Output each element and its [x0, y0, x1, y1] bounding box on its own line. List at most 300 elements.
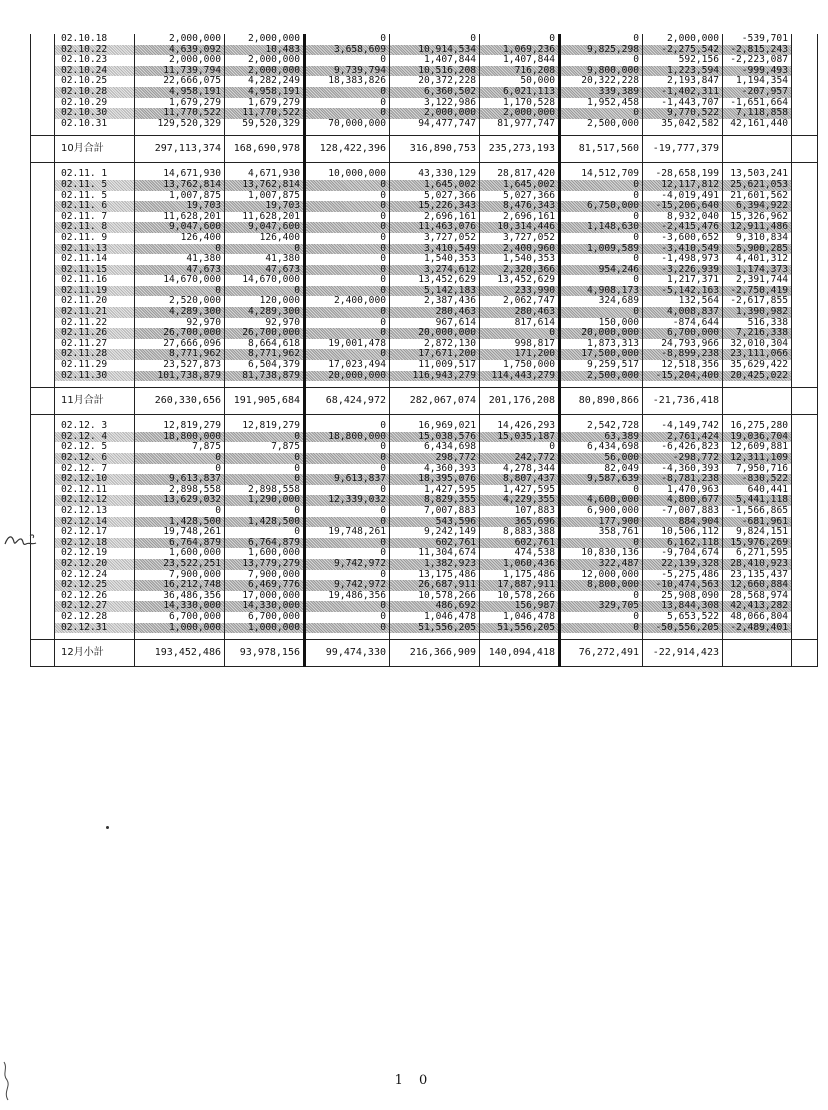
amount-cell: 26,700,000 [225, 328, 305, 339]
amount-cell: 41,380 [225, 254, 305, 265]
amount-cell: 2,000,000 [390, 108, 480, 119]
margin-cell [31, 464, 55, 475]
margin-cell [31, 212, 55, 223]
amount-cell: 0 [560, 612, 643, 623]
amount-cell: 1,069,236 [480, 45, 560, 56]
amount-cell: -1,443,707 [643, 98, 723, 109]
amount-cell: 9,825,298 [560, 45, 643, 56]
amount-cell: 1,060,436 [480, 559, 560, 570]
amount-cell: 0 [305, 254, 390, 265]
check-cell [792, 339, 818, 350]
date-cell: 02.11.27 [55, 339, 135, 350]
total-amount-cell: 80,890,866 [560, 388, 643, 415]
amount-cell: 324,689 [560, 296, 643, 307]
date-cell: 02.11.21 [55, 307, 135, 318]
amount-cell: 365,696 [480, 517, 560, 528]
ledger-row [31, 517, 818, 528]
date-cell: 02.11. 1 [55, 169, 135, 180]
margin-cell [31, 275, 55, 286]
amount-cell: 15,035,187 [480, 432, 560, 443]
amount-cell: -681,961 [723, 517, 792, 528]
amount-cell: 126,400 [135, 233, 225, 244]
amount-cell: 12,518,356 [643, 360, 723, 371]
amount-cell: 1,390,982 [723, 307, 792, 318]
margin-cell [31, 76, 55, 87]
amount-cell: 1,194,354 [723, 76, 792, 87]
amount-cell: 17,000,000 [225, 591, 305, 602]
amount-cell: 3,122,986 [390, 98, 480, 109]
amount-cell: -1,651,664 [723, 98, 792, 109]
amount-cell: 0 [225, 506, 305, 517]
amount-cell: 998,817 [480, 339, 560, 350]
amount-cell: 92,970 [135, 318, 225, 329]
ledger-row [31, 265, 818, 276]
amount-cell: -2,750,419 [723, 286, 792, 297]
amount-cell: 0 [305, 453, 390, 464]
amount-cell: -2,489,401 [723, 623, 792, 634]
amount-cell: 171,200 [480, 349, 560, 360]
check-cell [792, 87, 818, 98]
amount-cell: 27,666,096 [135, 339, 225, 350]
amount-cell: 11,304,674 [390, 548, 480, 559]
check-cell [792, 45, 818, 56]
amount-cell: 120,000 [225, 296, 305, 307]
check-cell [792, 453, 818, 464]
amount-cell: 13,844,308 [643, 601, 723, 612]
amount-cell: -2,815,243 [723, 45, 792, 56]
amount-cell: 884,904 [643, 517, 723, 528]
amount-cell: 7,007,883 [390, 506, 480, 517]
amount-cell: 0 [305, 328, 390, 339]
date-cell: 02.12. 4 [55, 432, 135, 443]
margin-cell [31, 307, 55, 318]
amount-cell: 150,000 [560, 318, 643, 329]
ledger-row [31, 485, 818, 496]
amount-cell: 280,463 [480, 307, 560, 318]
amount-cell: 18,383,826 [305, 76, 390, 87]
amount-cell: 11,739,794 [135, 66, 225, 77]
amount-cell: 2,400,000 [305, 296, 390, 307]
margin-cell [31, 318, 55, 329]
amount-cell: 94,477,747 [390, 119, 480, 130]
amount-cell: 9,739,794 [305, 66, 390, 77]
amount-cell: 1,148,630 [560, 222, 643, 233]
total-amount-cell: 76,272,491 [560, 640, 643, 667]
amount-cell: 82,049 [560, 464, 643, 475]
ledger-row [31, 286, 818, 297]
amount-cell: 42,413,282 [723, 601, 792, 612]
ledger-row [31, 34, 818, 45]
amount-cell: 1,600,000 [135, 548, 225, 559]
amount-cell: 8,807,437 [480, 474, 560, 485]
amount-cell: 4,600,000 [560, 495, 643, 506]
ledger-row [31, 548, 818, 559]
margin-cell [31, 442, 55, 453]
check-cell [792, 254, 818, 265]
amount-cell: 13,629,032 [135, 495, 225, 506]
amount-cell: 0 [305, 201, 390, 212]
check-cell [792, 388, 818, 415]
amount-cell: 2,062,747 [480, 296, 560, 307]
amount-cell: 516,338 [723, 318, 792, 329]
amount-cell: 13,762,814 [225, 180, 305, 191]
amount-cell: 10,483 [225, 45, 305, 56]
check-cell [792, 76, 818, 87]
margin-cell [31, 495, 55, 506]
check-cell [792, 485, 818, 496]
amount-cell: 6,700,000 [643, 328, 723, 339]
amount-cell: 0 [480, 442, 560, 453]
ledger-row [31, 328, 818, 339]
date-cell: 02.10.30 [55, 108, 135, 119]
amount-cell: 1,175,486 [480, 570, 560, 581]
date-cell: 02.12.26 [55, 591, 135, 602]
ledger-body [31, 34, 818, 667]
amount-cell: 8,476,343 [480, 201, 560, 212]
amount-cell: 14,512,709 [560, 169, 643, 180]
date-cell: 02.11.28 [55, 349, 135, 360]
amount-cell: 9,800,000 [560, 66, 643, 77]
amount-cell: -1,498,973 [643, 254, 723, 265]
amount-cell: 1,223,594 [643, 66, 723, 77]
amount-cell: 9,310,834 [723, 233, 792, 244]
amount-cell: 43,330,129 [390, 169, 480, 180]
amount-cell: 14,330,000 [135, 601, 225, 612]
date-cell: 02.11.26 [55, 328, 135, 339]
amount-cell: 2,000,000 [135, 34, 225, 45]
check-cell [792, 623, 818, 634]
amount-cell: 233,990 [480, 286, 560, 297]
amount-cell: 7,950,716 [723, 464, 792, 475]
amount-cell: 20,000,000 [305, 371, 390, 382]
check-cell [792, 136, 818, 163]
amount-cell: -2,275,542 [643, 45, 723, 56]
amount-cell: 339,389 [560, 87, 643, 98]
amount-cell: 16,275,280 [723, 421, 792, 432]
amount-cell: 4,278,344 [480, 464, 560, 475]
margin-cell [31, 87, 55, 98]
check-cell [792, 601, 818, 612]
ledger-row [31, 55, 818, 66]
ledger-row [31, 506, 818, 517]
amount-cell: 3,274,612 [390, 265, 480, 276]
amount-cell: 2,696,161 [390, 212, 480, 223]
amount-cell: -15,206,640 [643, 201, 723, 212]
margin-cell [31, 119, 55, 130]
amount-cell: 19,748,261 [305, 527, 390, 538]
amount-cell: 0 [305, 464, 390, 475]
total-label: 11月合計 [55, 388, 135, 415]
amount-cell: 21,601,562 [723, 191, 792, 202]
amount-cell: 0 [305, 265, 390, 276]
check-cell [792, 570, 818, 581]
amount-cell: 1,427,595 [390, 485, 480, 496]
amount-cell: 4,401,312 [723, 254, 792, 265]
check-cell [792, 233, 818, 244]
check-cell [792, 275, 818, 286]
amount-cell: 4,908,173 [560, 286, 643, 297]
amount-cell: 28,568,974 [723, 591, 792, 602]
ledger-row [31, 296, 818, 307]
amount-cell: 25,621,053 [723, 180, 792, 191]
amount-cell: -8,899,238 [643, 349, 723, 360]
margin-cell [31, 233, 55, 244]
amount-cell: -5,275,486 [643, 570, 723, 581]
check-cell [792, 119, 818, 130]
amount-cell: -2,415,476 [643, 222, 723, 233]
check-cell [792, 286, 818, 297]
amount-cell: 602,761 [480, 538, 560, 549]
amount-cell: 4,800,677 [643, 495, 723, 506]
amount-cell: 1,007,875 [225, 191, 305, 202]
amount-cell: 1,645,002 [480, 180, 560, 191]
check-cell [792, 265, 818, 276]
total-amount-cell [723, 640, 792, 667]
amount-cell: -10,474,563 [643, 580, 723, 591]
amount-cell: 0 [560, 275, 643, 286]
total-amount-cell: 282,067,074 [390, 388, 480, 415]
month-total-row [31, 640, 818, 667]
margin-cell [31, 371, 55, 382]
date-cell: 02.12.31 [55, 623, 135, 634]
amount-cell: 0 [305, 55, 390, 66]
date-cell: 02.11.14 [55, 254, 135, 265]
amount-cell: 10,914,534 [390, 45, 480, 56]
margin-cell [31, 286, 55, 297]
amount-cell: 7,216,338 [723, 328, 792, 339]
date-cell: 02.12. 3 [55, 421, 135, 432]
amount-cell: 1,170,528 [480, 98, 560, 109]
ledger-row [31, 108, 818, 119]
check-cell [792, 495, 818, 506]
ledger-row [31, 275, 818, 286]
amount-cell: 2,520,000 [135, 296, 225, 307]
amount-cell: 1,217,371 [643, 275, 723, 286]
amount-cell: 11,770,522 [135, 108, 225, 119]
amount-cell: 6,360,502 [390, 87, 480, 98]
amount-cell: 0 [305, 421, 390, 432]
margin-cell [31, 640, 55, 667]
margin-cell [31, 559, 55, 570]
amount-cell: -50,556,205 [643, 623, 723, 634]
amount-cell: 0 [305, 233, 390, 244]
amount-cell: 7,875 [225, 442, 305, 453]
amount-cell: 0 [305, 485, 390, 496]
amount-cell: 0 [225, 432, 305, 443]
amount-cell: -6,426,823 [643, 442, 723, 453]
amount-cell: 28,817,420 [480, 169, 560, 180]
ledger-row [31, 464, 818, 475]
amount-cell: 18,395,076 [390, 474, 480, 485]
amount-cell: 0 [305, 538, 390, 549]
date-cell: 02.10.25 [55, 76, 135, 87]
amount-cell: 14,426,293 [480, 421, 560, 432]
amount-cell: 0 [560, 212, 643, 223]
check-cell [792, 169, 818, 180]
amount-cell: 10,000,000 [305, 169, 390, 180]
amount-cell: 6,162,118 [643, 538, 723, 549]
amount-cell: -4,149,742 [643, 421, 723, 432]
amount-cell: 20,372,228 [390, 76, 480, 87]
amount-cell: 0 [305, 517, 390, 528]
check-cell [792, 201, 818, 212]
amount-cell: 0 [225, 453, 305, 464]
total-amount-cell: 316,890,753 [390, 136, 480, 163]
date-cell: 02.10.23 [55, 55, 135, 66]
amount-cell: 0 [305, 212, 390, 223]
amount-cell: 2,400,960 [480, 244, 560, 255]
amount-cell: 20,322,228 [560, 76, 643, 87]
amount-cell: 7,875 [135, 442, 225, 453]
amount-cell: 6,764,879 [135, 538, 225, 549]
margin-cell [31, 191, 55, 202]
ledger-row [31, 244, 818, 255]
check-cell [792, 538, 818, 549]
amount-cell: 4,289,300 [225, 307, 305, 318]
amount-cell: -3,226,939 [643, 265, 723, 276]
amount-cell: 954,246 [560, 265, 643, 276]
ledger-row [31, 623, 818, 634]
amount-cell: 59,520,329 [225, 119, 305, 130]
amount-cell: 0 [305, 244, 390, 255]
amount-cell: 129,520,329 [135, 119, 225, 130]
amount-cell: 1,540,353 [390, 254, 480, 265]
margin-cell [31, 66, 55, 77]
margin-cell [31, 612, 55, 623]
ledger-row [31, 442, 818, 453]
amount-cell: 8,771,962 [135, 349, 225, 360]
date-cell: 02.12.12 [55, 495, 135, 506]
amount-cell: 2,000,000 [225, 34, 305, 45]
ledger-row [31, 474, 818, 485]
date-cell: 02.10.24 [55, 66, 135, 77]
amount-cell: 2,387,436 [390, 296, 480, 307]
amount-cell: 0 [480, 328, 560, 339]
date-cell: 02.12.19 [55, 548, 135, 559]
ledger-row [31, 580, 818, 591]
amount-cell: 1,679,279 [225, 98, 305, 109]
amount-cell: 19,001,478 [305, 339, 390, 350]
date-cell: 02.11.22 [55, 318, 135, 329]
ledger-row [31, 169, 818, 180]
amount-cell: 0 [560, 538, 643, 549]
amount-cell: 25,908,090 [643, 591, 723, 602]
total-label: 10月合計 [55, 136, 135, 163]
margin-cell [31, 45, 55, 56]
amount-cell: 17,887,911 [480, 580, 560, 591]
amount-cell: 0 [305, 601, 390, 612]
amount-cell: 12,911,486 [723, 222, 792, 233]
ledger-row [31, 495, 818, 506]
amount-cell: 81,738,879 [225, 371, 305, 382]
ledger-row [31, 527, 818, 538]
amount-cell: 0 [305, 98, 390, 109]
amount-cell: 10,516,208 [390, 66, 480, 77]
amount-cell: 8,932,040 [643, 212, 723, 223]
amount-cell: 16,212,748 [135, 580, 225, 591]
amount-cell: -539,701 [723, 34, 792, 45]
amount-cell: 9,742,972 [305, 559, 390, 570]
amount-cell: 47,673 [135, 265, 225, 276]
margin-cell [31, 34, 55, 45]
ledger-row [31, 360, 818, 371]
margin-cell [31, 254, 55, 265]
amount-cell: 6,434,698 [390, 442, 480, 453]
amount-cell: 967,614 [390, 318, 480, 329]
total-amount-cell: 68,424,972 [305, 388, 390, 415]
amount-cell: 1,407,844 [480, 55, 560, 66]
date-cell: 02.11.29 [55, 360, 135, 371]
amount-cell: -874,644 [643, 318, 723, 329]
margin-cell [31, 601, 55, 612]
amount-cell: 4,958,191 [225, 87, 305, 98]
amount-cell: 8,883,388 [480, 527, 560, 538]
amount-cell: 92,970 [225, 318, 305, 329]
amount-cell: 10,830,136 [560, 548, 643, 559]
amount-cell: 4,008,837 [643, 307, 723, 318]
amount-cell: 322,487 [560, 559, 643, 570]
date-cell: 02.12.25 [55, 580, 135, 591]
amount-cell: 14,670,000 [225, 275, 305, 286]
stray-dot [106, 826, 109, 829]
amount-cell: 20,425,022 [723, 371, 792, 382]
amount-cell: 2,000,000 [225, 66, 305, 77]
amount-cell: 23,135,437 [723, 570, 792, 581]
amount-cell: 2,000,000 [643, 34, 723, 45]
margin-cell [31, 296, 55, 307]
amount-cell: 0 [305, 34, 390, 45]
amount-cell: 5,027,366 [390, 191, 480, 202]
amount-cell: 18,800,000 [305, 432, 390, 443]
ledger-row [31, 119, 818, 130]
amount-cell: 35,042,582 [643, 119, 723, 130]
amount-cell: 19,703 [135, 201, 225, 212]
ledger-row [31, 453, 818, 464]
amount-cell: -9,704,674 [643, 548, 723, 559]
check-cell [792, 55, 818, 66]
date-cell: 02.12. 7 [55, 464, 135, 475]
amount-cell: -3,600,652 [643, 233, 723, 244]
ledger-row [31, 254, 818, 265]
margin-cell [31, 506, 55, 517]
margin-cell [31, 453, 55, 464]
amount-cell: 0 [225, 244, 305, 255]
ledger-row [31, 339, 818, 350]
amount-cell: 1,600,000 [225, 548, 305, 559]
margin-cell [31, 349, 55, 360]
amount-cell: -830,522 [723, 474, 792, 485]
date-cell: 02.11. 9 [55, 233, 135, 244]
amount-cell: 18,800,000 [135, 432, 225, 443]
amount-cell: 0 [560, 254, 643, 265]
check-cell [792, 442, 818, 453]
amount-cell: 20,000,000 [560, 328, 643, 339]
amount-cell: 8,664,618 [225, 339, 305, 350]
amount-cell: -15,204,400 [643, 371, 723, 382]
ledger-row [31, 66, 818, 77]
amount-cell: 2,193,847 [643, 76, 723, 87]
amount-cell: 11,770,522 [225, 108, 305, 119]
amount-cell: 0 [135, 453, 225, 464]
check-cell [792, 212, 818, 223]
check-cell [792, 517, 818, 528]
amount-cell: 19,703 [225, 201, 305, 212]
amount-cell: -2,617,855 [723, 296, 792, 307]
amount-cell: -1,402,311 [643, 87, 723, 98]
amount-cell: 0 [305, 286, 390, 297]
ledger-row [31, 233, 818, 244]
amount-cell: 0 [305, 307, 390, 318]
